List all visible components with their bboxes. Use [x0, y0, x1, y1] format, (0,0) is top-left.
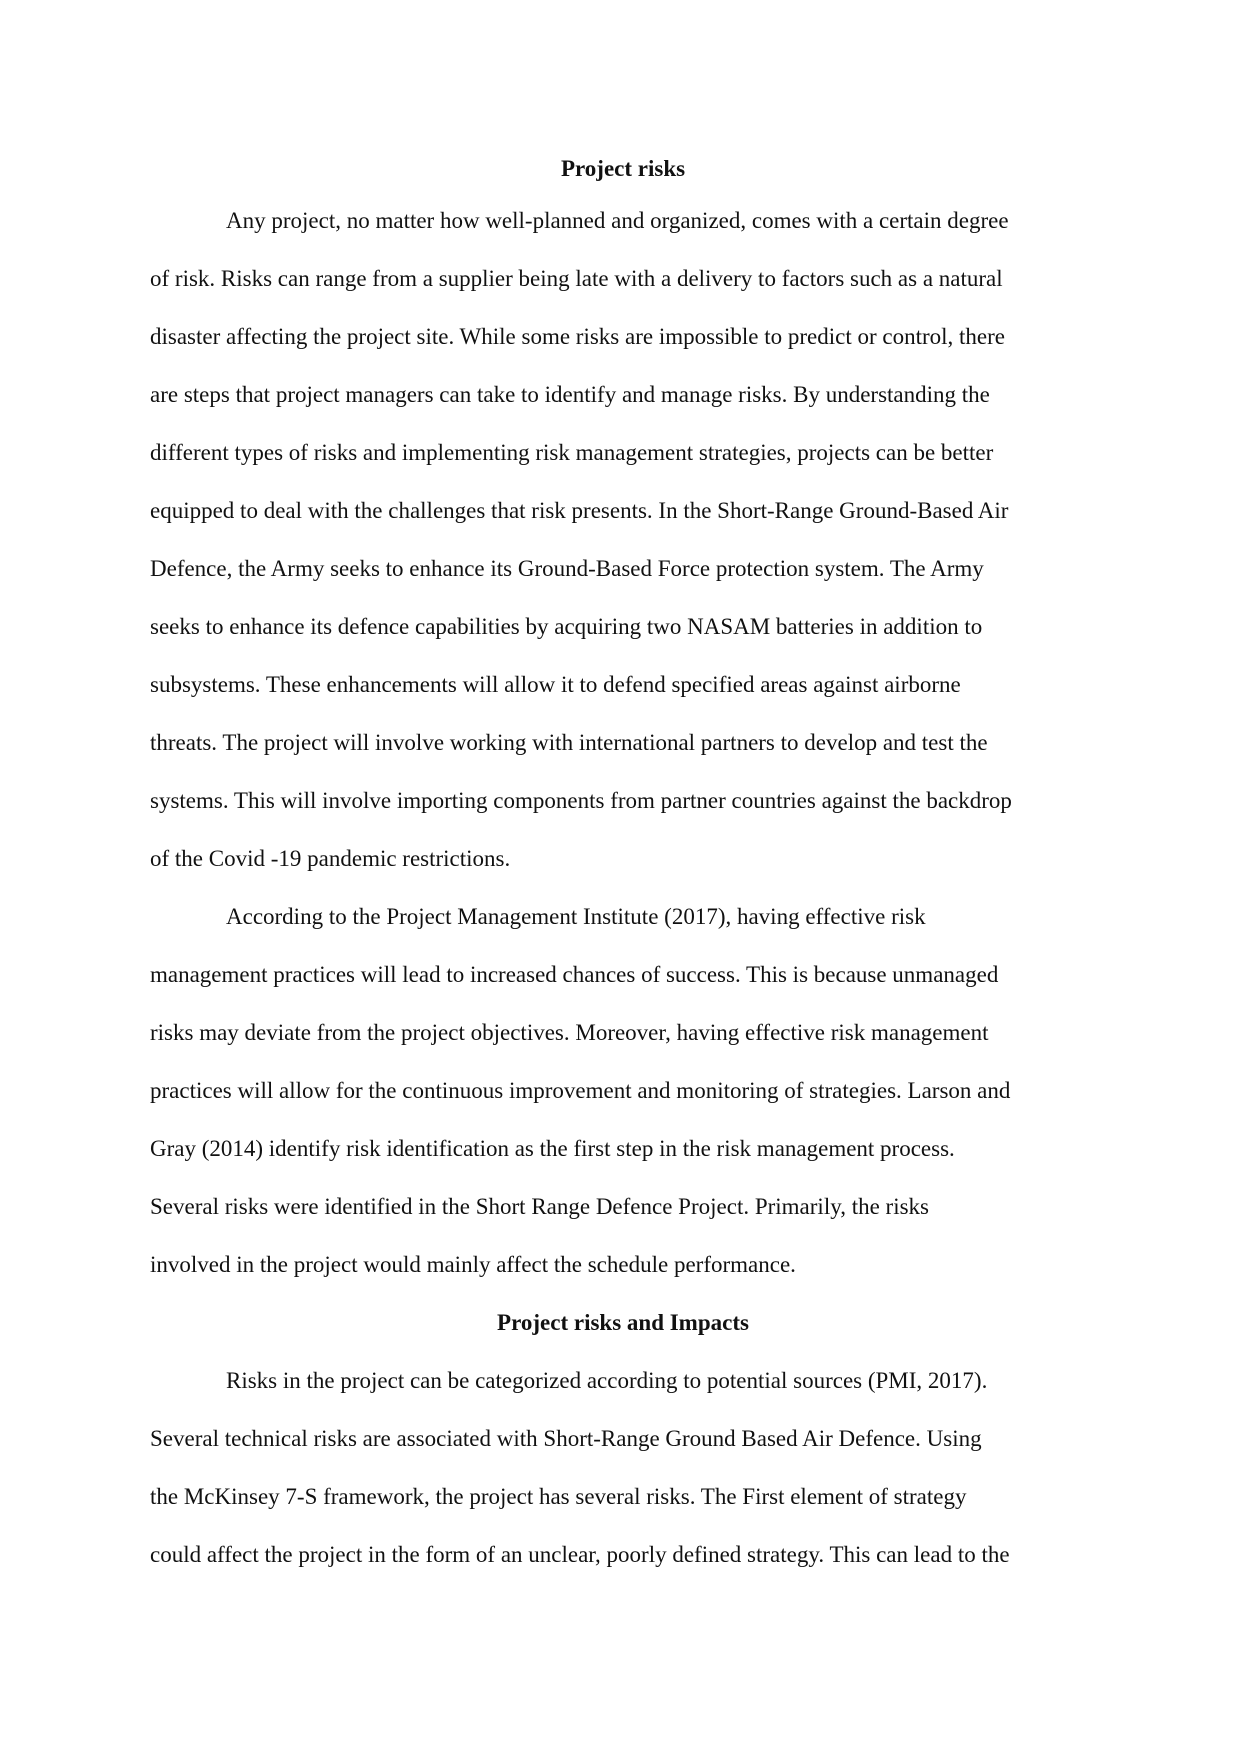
text-line: threats. The project will involve working with international partners to develop and test the: [150, 730, 988, 755]
text-line: Several risks were identified in the Short Range Defence Project. Primarily, the risks: [150, 1194, 930, 1219]
text-line: Several technical risks are associated with Short-Range Ground Based Air Defence. Using: [150, 1426, 982, 1451]
document-page: [150, 140, 1096, 1584]
heading-project-risks-and-impacts: Project risks and Impacts: [497, 1310, 749, 1335]
text-line: risks may deviate from the project objectives. Moreover, having effective risk management: [150, 1020, 989, 1045]
text-line: different types of risks and implementing risk management strategies, projects can be better: [150, 440, 994, 465]
text-line: Risks in the project can be categorized according to potential sources (PMI, 2017).: [226, 1368, 988, 1393]
text-line: Defence, the Army seeks to enhance its Ground-Based Force protection system. The Army: [150, 556, 984, 581]
text-line: could affect the project in the form of an unclear, poorly defined strategy. This can lead to the: [150, 1542, 1010, 1567]
text-line: of risk. Risks can range from a supplier being late with a delivery to factors such as a natural: [150, 266, 1003, 291]
text-line: management practices will lead to increased chances of success. This is because unmanaged: [150, 962, 999, 987]
heading-project-risks: Project risks: [560, 156, 686, 181]
text-line: equipped to deal with the challenges that risk presents. In the Short-Range Ground-Based Air: [150, 498, 1009, 523]
paragraph-1: [150, 192, 1096, 888]
text-line: involved in the project would mainly affect the schedule performance.: [150, 1252, 796, 1277]
text-line: of the Covid -19 pandemic restrictions.: [150, 846, 511, 871]
text-line: systems. This will involve importing components from partner countries against the backdrop: [150, 788, 1012, 813]
text-line: Gray (2014) identify risk identification as the first step in the risk management process.: [150, 1136, 955, 1161]
text-line: practices will allow for the continuous improvement and monitoring of strategies. Larson and: [150, 1078, 1011, 1103]
text-line: disaster affecting the project site. While some risks are impossible to predict or control, there: [150, 324, 1006, 349]
text-line: the McKinsey 7-S framework, the project has several risks. The First element of strategy: [150, 1484, 967, 1509]
text-line: Any project, no matter how well-planned and organized, comes with a certain degree: [226, 208, 1009, 233]
text-line: seeks to enhance its defence capabilities by acquiring two NASAM batteries in addition to: [150, 614, 983, 639]
text-line: According to the Project Management Institute (2017), having effective risk: [226, 904, 926, 929]
paragraph-3: [150, 1352, 1096, 1584]
paragraph-2: [150, 888, 1096, 1294]
text-line: are steps that project managers can take to identify and manage risks. By understanding the: [150, 382, 990, 407]
text-line: subsystems. These enhancements will allow it to defend specified areas against airborne: [150, 672, 961, 697]
